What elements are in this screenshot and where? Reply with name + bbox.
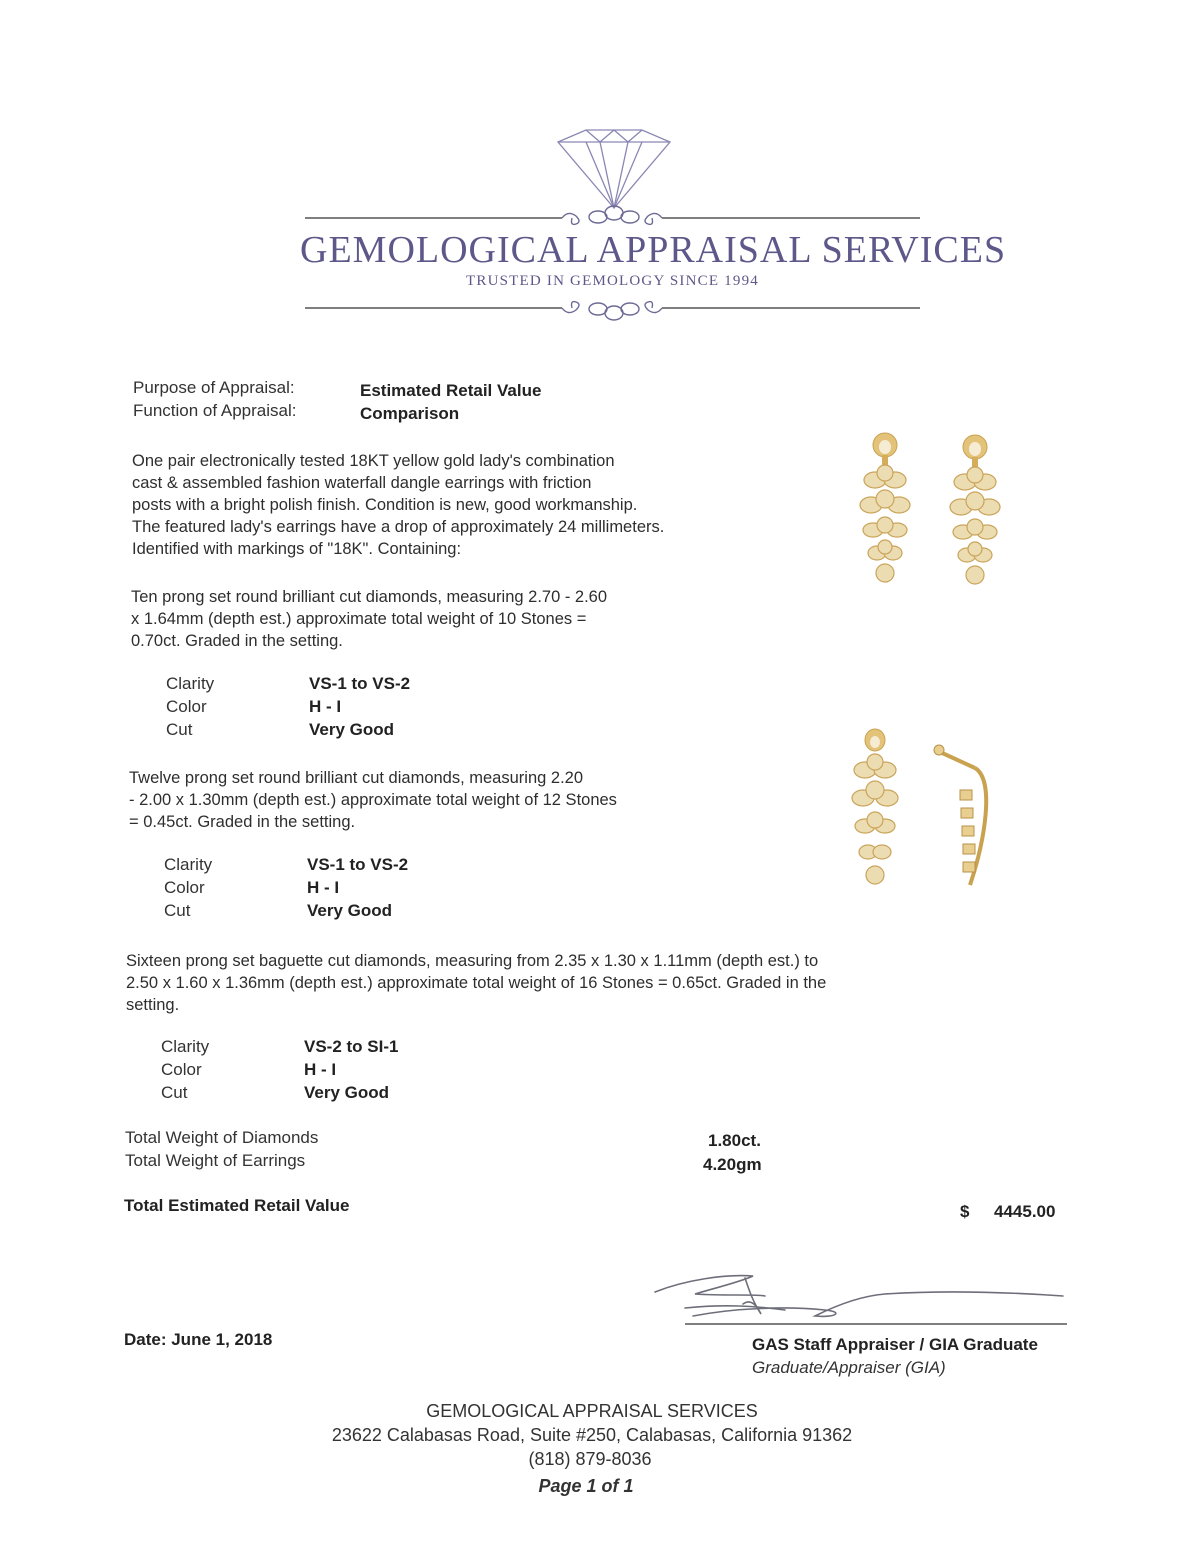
stone-text-line: - 2.00 x 1.30mm (depth est.) approximate total weight of 12 Stones	[129, 791, 617, 809]
grade-value: VS-2 to SI-1	[304, 1037, 399, 1056]
logo-title: GEMOLOGICAL APPRAISAL SERVICES	[300, 229, 1007, 271]
total-retail-label: Total Estimated Retail Value	[124, 1196, 350, 1215]
description-line: cast & assembled fashion waterfall dangle earrings with friction	[132, 474, 592, 492]
stone-text-line: = 0.45ct. Graded in the setting.	[129, 813, 356, 831]
total-diamonds-value: 1.80ct.	[708, 1131, 761, 1150]
grade-label: Clarity	[164, 855, 213, 874]
earrings-side-photo	[835, 720, 1025, 900]
total-earrings-value: 4.20gm	[703, 1155, 762, 1174]
description-line: One pair electronically tested 18KT yellow gold lady's combination	[132, 452, 615, 470]
footer-phone: (818) 879-8036	[528, 1449, 652, 1469]
grade-label: Cut	[164, 901, 191, 920]
grade-label: Cut	[161, 1083, 188, 1102]
stone-description-1	[131, 586, 607, 652]
description-line: posts with a bright polish finish. Condition is new, good workmanship.	[132, 496, 638, 514]
purpose-value: Estimated Retail Value	[360, 381, 542, 400]
stone-text-line: Sixteen prong set baguette cut diamonds, measuring from 2.35 x 1.30 x 1.11mm (depth est.) to	[126, 952, 819, 970]
grade-label: Cut	[166, 720, 193, 739]
logo-tagline: TRUSTED IN GEMOLOGY SINCE 1994	[466, 273, 759, 289]
appraiser-title: GAS Staff Appraiser / GIA Graduate	[752, 1335, 1038, 1354]
grade-value: H - I	[307, 878, 340, 897]
page-number: Page 1 of 1	[538, 1476, 634, 1496]
company-logo	[300, 120, 1007, 350]
grade-label: Color	[166, 697, 207, 716]
stone-description-2	[129, 767, 617, 833]
stone-description-3	[126, 950, 826, 1016]
total-diamonds-label: Total Weight of Diamonds	[125, 1128, 319, 1147]
item-description	[132, 450, 664, 560]
grade-value: Very Good	[309, 720, 395, 739]
grade-value: Very Good	[307, 901, 393, 920]
grade-label: Clarity	[166, 674, 215, 693]
grade-label: Color	[164, 878, 205, 897]
stone-text-line: 0.70ct. Graded in the setting.	[131, 632, 343, 650]
grade-label: Color	[161, 1060, 202, 1079]
earrings-front-photo	[835, 425, 1045, 600]
stone-text-line: 2.50 x 1.60 x 1.36mm (depth est.) approximate total weight of 16 Stones = 0.65ct. Graded in the	[126, 974, 827, 992]
purpose-label: Purpose of Appraisal:	[133, 378, 295, 397]
stone-text-line: Twelve prong set round brilliant cut diamonds, measuring 2.20	[129, 769, 583, 787]
function-value: Comparison	[360, 404, 460, 423]
footer-address: 23622 Calabasas Road, Suite #250, Calabasas, California 91362	[331, 1425, 853, 1445]
appraisal-date: Date: June 1, 2018	[124, 1330, 273, 1349]
footer-company: GEMOLOGICAL APPRAISAL SERVICES	[426, 1401, 758, 1421]
grade-value: H - I	[304, 1060, 337, 1079]
stone-text-line: setting.	[126, 996, 180, 1014]
grade-label: Clarity	[161, 1037, 210, 1056]
function-label: Function of Appraisal:	[133, 401, 297, 420]
grade-value: Very Good	[304, 1083, 390, 1102]
description-line: The featured lady's earrings have a drop of approximately 24 millimeters.	[132, 518, 665, 536]
grade-value: VS-1 to VS-2	[307, 855, 409, 874]
total-retail-value: 4445.00	[994, 1202, 1056, 1221]
grade-value: VS-1 to VS-2	[309, 674, 411, 693]
stone-text-line: Ten prong set round brilliant cut diamonds, measuring 2.70 - 2.60	[131, 588, 608, 606]
stone-text-line: x 1.64mm (depth est.) approximate total weight of 10 Stones =	[131, 610, 587, 628]
description-line: Identified with markings of "18K". Containing:	[132, 540, 462, 558]
appraiser-subtitle: Graduate/Appraiser (GIA)	[752, 1358, 946, 1377]
total-earrings-label: Total Weight of Earrings	[125, 1151, 306, 1170]
grade-value: H - I	[309, 697, 342, 716]
currency-symbol: $	[960, 1202, 970, 1221]
appraiser-signature	[645, 1266, 1070, 1330]
